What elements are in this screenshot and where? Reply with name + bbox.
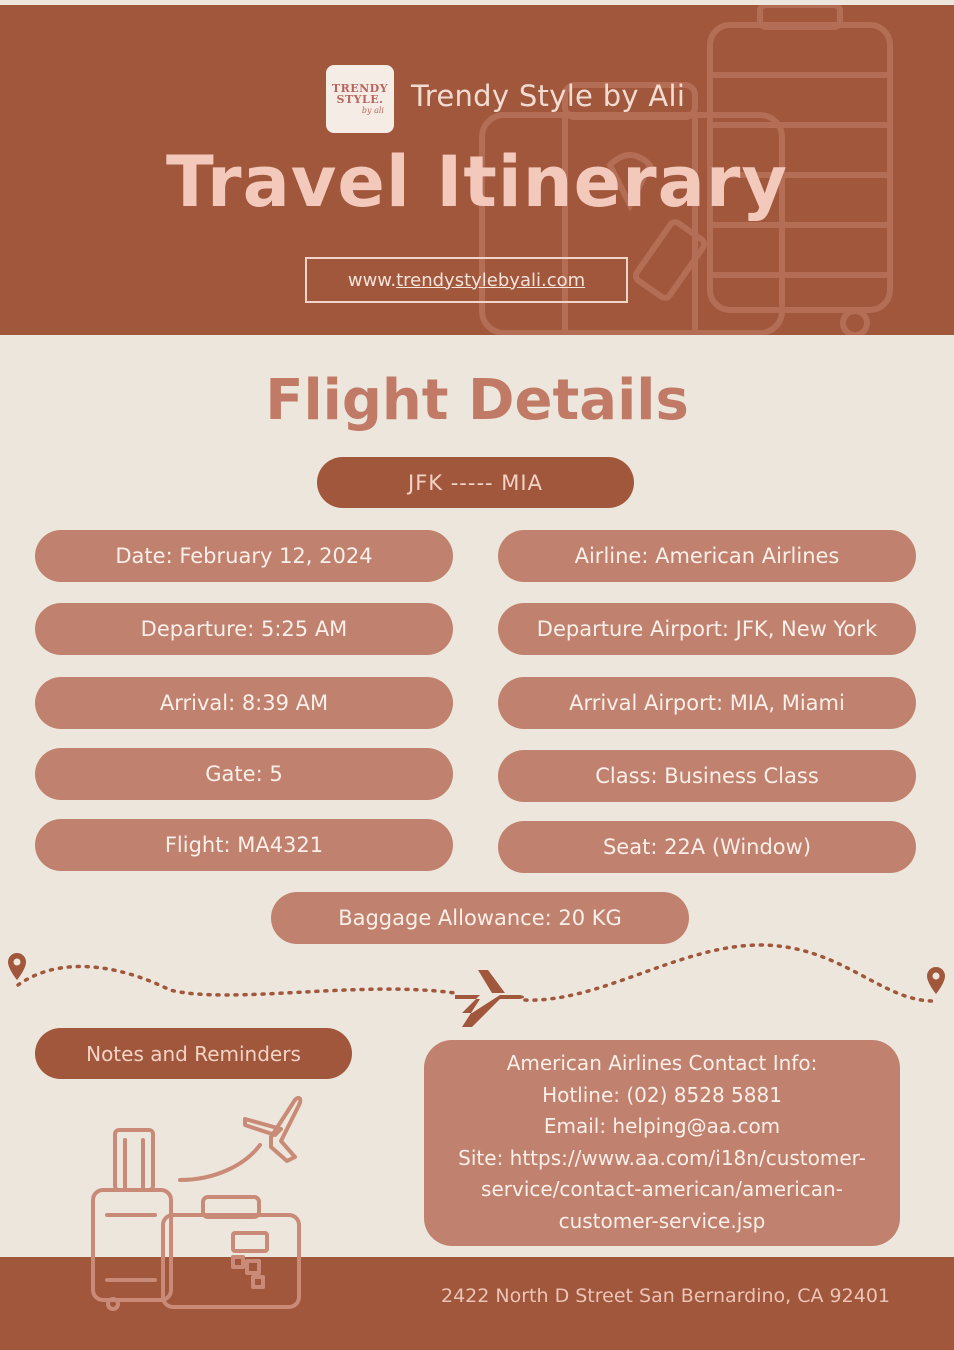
logo-line-1: TRENDY — [331, 82, 389, 95]
arrival-time-pill: Arrival: 8:39 AM — [35, 677, 453, 729]
luggage-airplane-icon — [85, 1085, 315, 1315]
url-prefix: www. — [347, 269, 397, 291]
page-title: Travel Itinerary — [165, 141, 788, 223]
brand-logo — [326, 65, 394, 133]
gate-pill: Gate: 5 — [35, 748, 453, 800]
route-pill: JFK ----- MIA — [317, 457, 634, 508]
website-link[interactable] — [305, 257, 628, 303]
arrival-airport-pill: Arrival Airport: MIA, Miami — [498, 677, 916, 729]
brand-name: Trendy Style by Ali — [411, 79, 686, 113]
seat-pill: Seat: 22A (Window) — [498, 821, 916, 873]
contact-site-line-2: service/contact-american/american- — [481, 1177, 843, 1201]
contact-info-box — [424, 1040, 900, 1246]
contact-site-line-1: Site: https://www.aa.com/i18n/customer- — [458, 1145, 866, 1170]
footer-address: 2422 North D Street San Bernardino, CA 92401 — [441, 1285, 890, 1307]
flight-details-heading: Flight Details — [265, 368, 689, 433]
flight-number-pill: Flight: MA4321 — [35, 819, 453, 871]
departure-time-pill: Departure: 5:25 AM — [35, 603, 453, 655]
logo-line-2: STYLE. — [336, 93, 384, 106]
url-link[interactable]: trendystylebyali.com — [396, 269, 586, 291]
flight-path-icon — [0, 935, 954, 1035]
airline-pill: Airline: American Airlines — [498, 530, 916, 582]
contact-email: Email: helping@aa.com — [543, 1114, 781, 1138]
contact-site-line-3: customer-service.jsp — [558, 1208, 766, 1233]
contact-title: American Airlines Contact Info: — [506, 1051, 818, 1075]
contact-hotline: Hotline: (02) 8528 5881 — [542, 1082, 782, 1107]
baggage-pill: Baggage Allowance: 20 KG — [271, 892, 689, 944]
header-banner — [0, 5, 954, 335]
logo-line-3: by ali — [361, 106, 384, 115]
notes-and-reminders-label: Notes and Reminders — [35, 1028, 352, 1079]
class-pill: Class: Business Class — [498, 750, 916, 802]
departure-airport-pill: Departure Airport: JFK, New York — [498, 603, 916, 655]
date-pill: Date: February 12, 2024 — [35, 530, 453, 582]
